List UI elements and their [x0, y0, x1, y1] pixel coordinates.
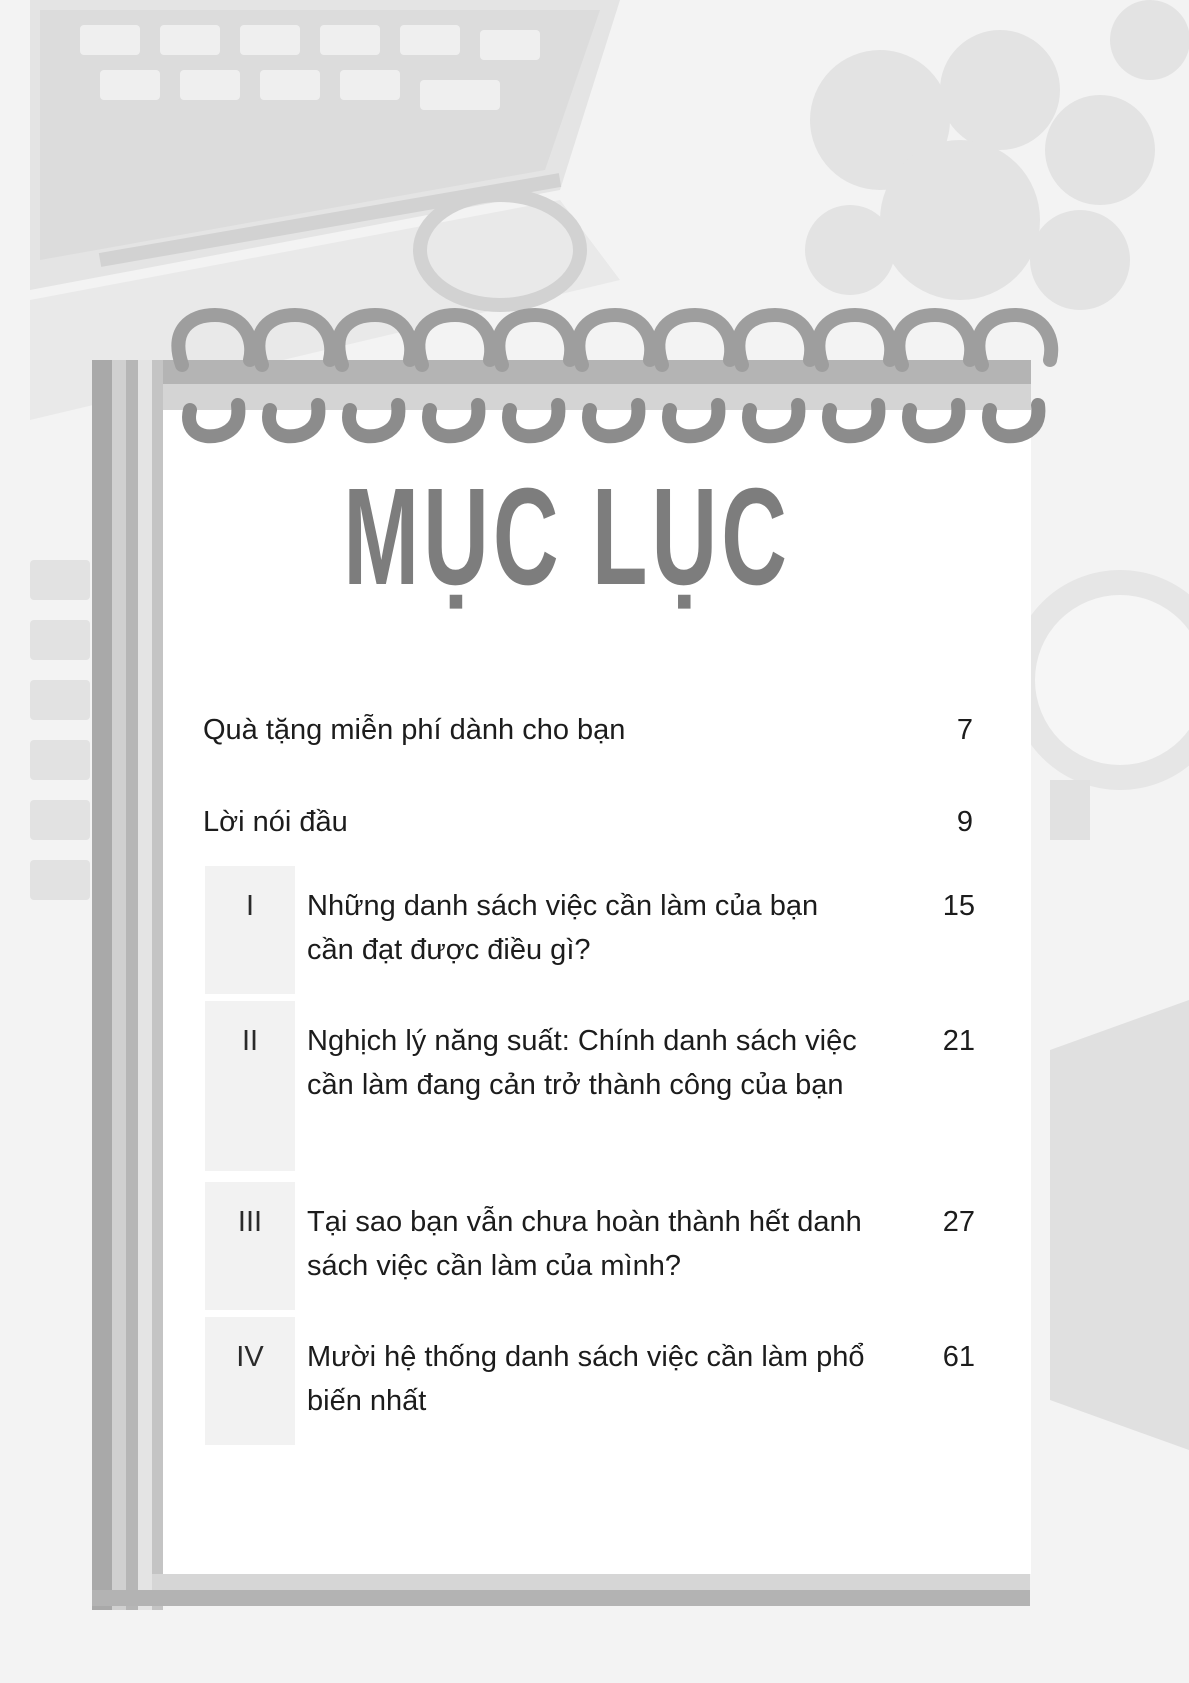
chapter-title: Những danh sách việc cần làm của bạn cần đạt được điều gì?: [307, 890, 819, 966]
chapter-page: 27: [942, 1206, 975, 1238]
chapter-title: Mười hệ thống danh sách việc cần làm phổ biến nhất: [307, 1341, 865, 1417]
toc-entry-label: Lời nói đầu: [203, 806, 348, 838]
toc-entry-page: 9: [956, 806, 973, 838]
toc-entry-label: Quà tặng miễn phí dành cho bạn: [203, 714, 626, 746]
chapter-page: 21: [942, 1025, 975, 1057]
chapter-number: I: [245, 890, 255, 922]
chapter-page: 61: [942, 1341, 975, 1373]
chapter-number: II: [241, 1025, 259, 1057]
chapter-title: Nghịch lý năng suất: Chính danh sách việc cần làm đang cản trở thành công của bạn: [307, 1025, 857, 1101]
chapter-page: 15: [942, 890, 975, 922]
chapter-number: III: [237, 1206, 263, 1238]
chapter-number: IV: [236, 1341, 264, 1373]
page-title: MỤC LỤC: [343, 460, 791, 614]
chapter-title: Tại sao bạn vẫn chưa hoàn thành hết danh sách việc cần làm của mình?: [307, 1206, 862, 1282]
toc-entry-page: 7: [956, 714, 973, 746]
